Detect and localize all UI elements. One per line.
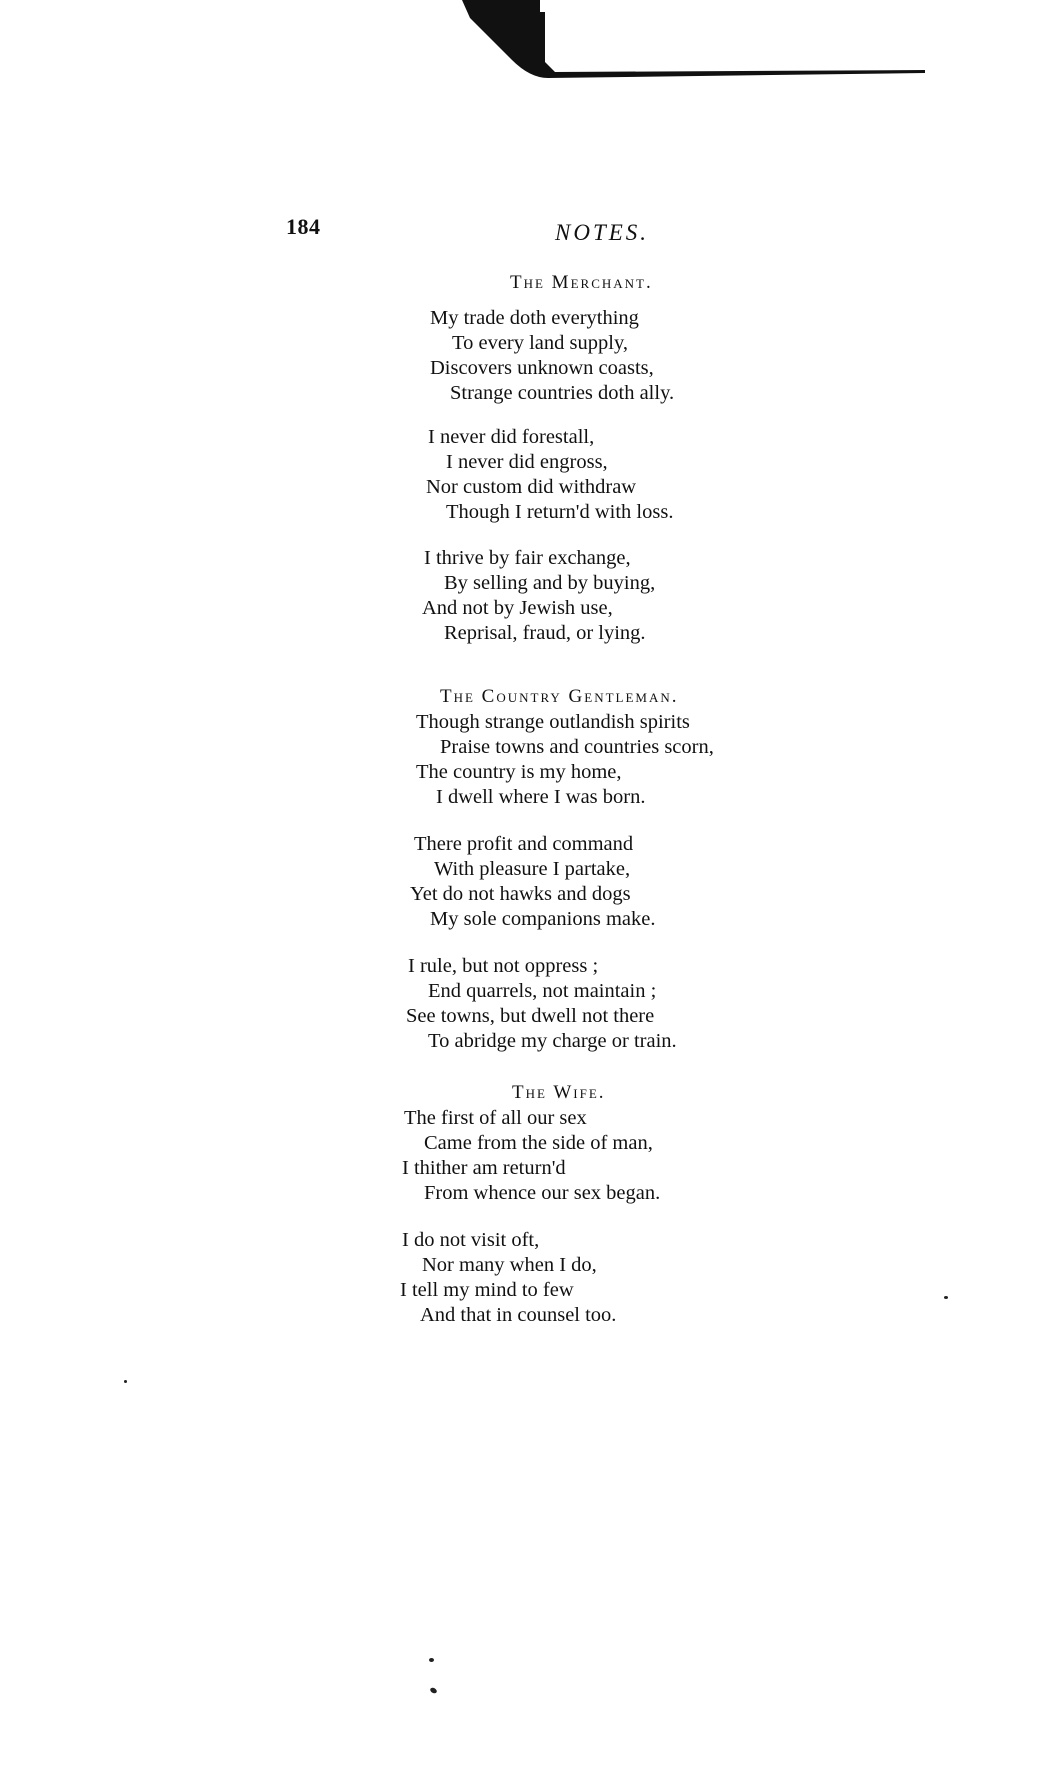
scan-speck <box>429 1658 434 1662</box>
verse-line: My sole companions make. <box>430 908 656 930</box>
scan-artifact-top <box>0 0 1050 90</box>
verse-line: See towns, but dwell not there <box>406 1005 655 1027</box>
verse-line: The country is my home, <box>416 761 622 783</box>
verse-line: Nor custom did withdraw <box>426 476 637 498</box>
verse-line: I dwell where I was born. <box>436 786 646 808</box>
verse-line: And not by Jewish use, <box>422 597 613 619</box>
verse-line: I do not visit oft, <box>402 1229 540 1251</box>
verse-line: To abridge my charge or train. <box>428 1030 677 1052</box>
verse-line: I rule, but not oppress ; <box>408 955 599 977</box>
verse-line: I thrive by fair exchange, <box>424 547 631 569</box>
verse-line: End quarrels, not maintain ; <box>428 980 657 1002</box>
scan-speck <box>944 1296 948 1299</box>
verse-line: From whence our sex began. <box>424 1182 661 1204</box>
verse-line: By selling and by buying, <box>444 572 656 594</box>
scan-speck <box>124 1380 127 1383</box>
verse-line: And that in counsel too. <box>420 1304 617 1326</box>
verse-line: The first of all our sex <box>404 1107 587 1129</box>
verse-line: Reprisal, fraud, or lying. <box>444 622 646 644</box>
verse-line: Though I return'd with loss. <box>446 501 674 523</box>
verse-line: Came from the side of man, <box>424 1132 653 1154</box>
verse-line: To every land supply, <box>452 332 629 354</box>
verse-line: My trade doth everything <box>430 307 639 329</box>
verse-line: Strange countries doth ally. <box>450 382 675 404</box>
verse-line: Nor many when I do, <box>422 1254 597 1276</box>
verse-line: There profit and command <box>414 833 634 855</box>
verse-line: I never did forestall, <box>428 426 595 448</box>
scan-speck <box>429 1687 438 1695</box>
verse-line: Yet do not hawks and dogs <box>410 883 631 905</box>
verse-line: Praise towns and countries scorn, <box>440 736 714 758</box>
verse-line: I thither am return'd <box>402 1157 566 1179</box>
verse-line: I tell my mind to few <box>400 1279 574 1301</box>
verse-line: Discovers unknown coasts, <box>430 357 654 379</box>
section-title-merchant: The Merchant. <box>510 272 653 293</box>
page-number: 184 <box>286 214 321 239</box>
section-title-country-gentleman: The Country Gentleman. <box>440 686 679 707</box>
running-head: NOTES. <box>555 220 650 245</box>
verse-line: I never did engross, <box>446 451 608 473</box>
section-title-wife: The Wife. <box>512 1082 606 1103</box>
verse-line: Though strange outlandish spirits <box>416 711 690 733</box>
verse-line: With pleasure I partake, <box>434 858 631 880</box>
